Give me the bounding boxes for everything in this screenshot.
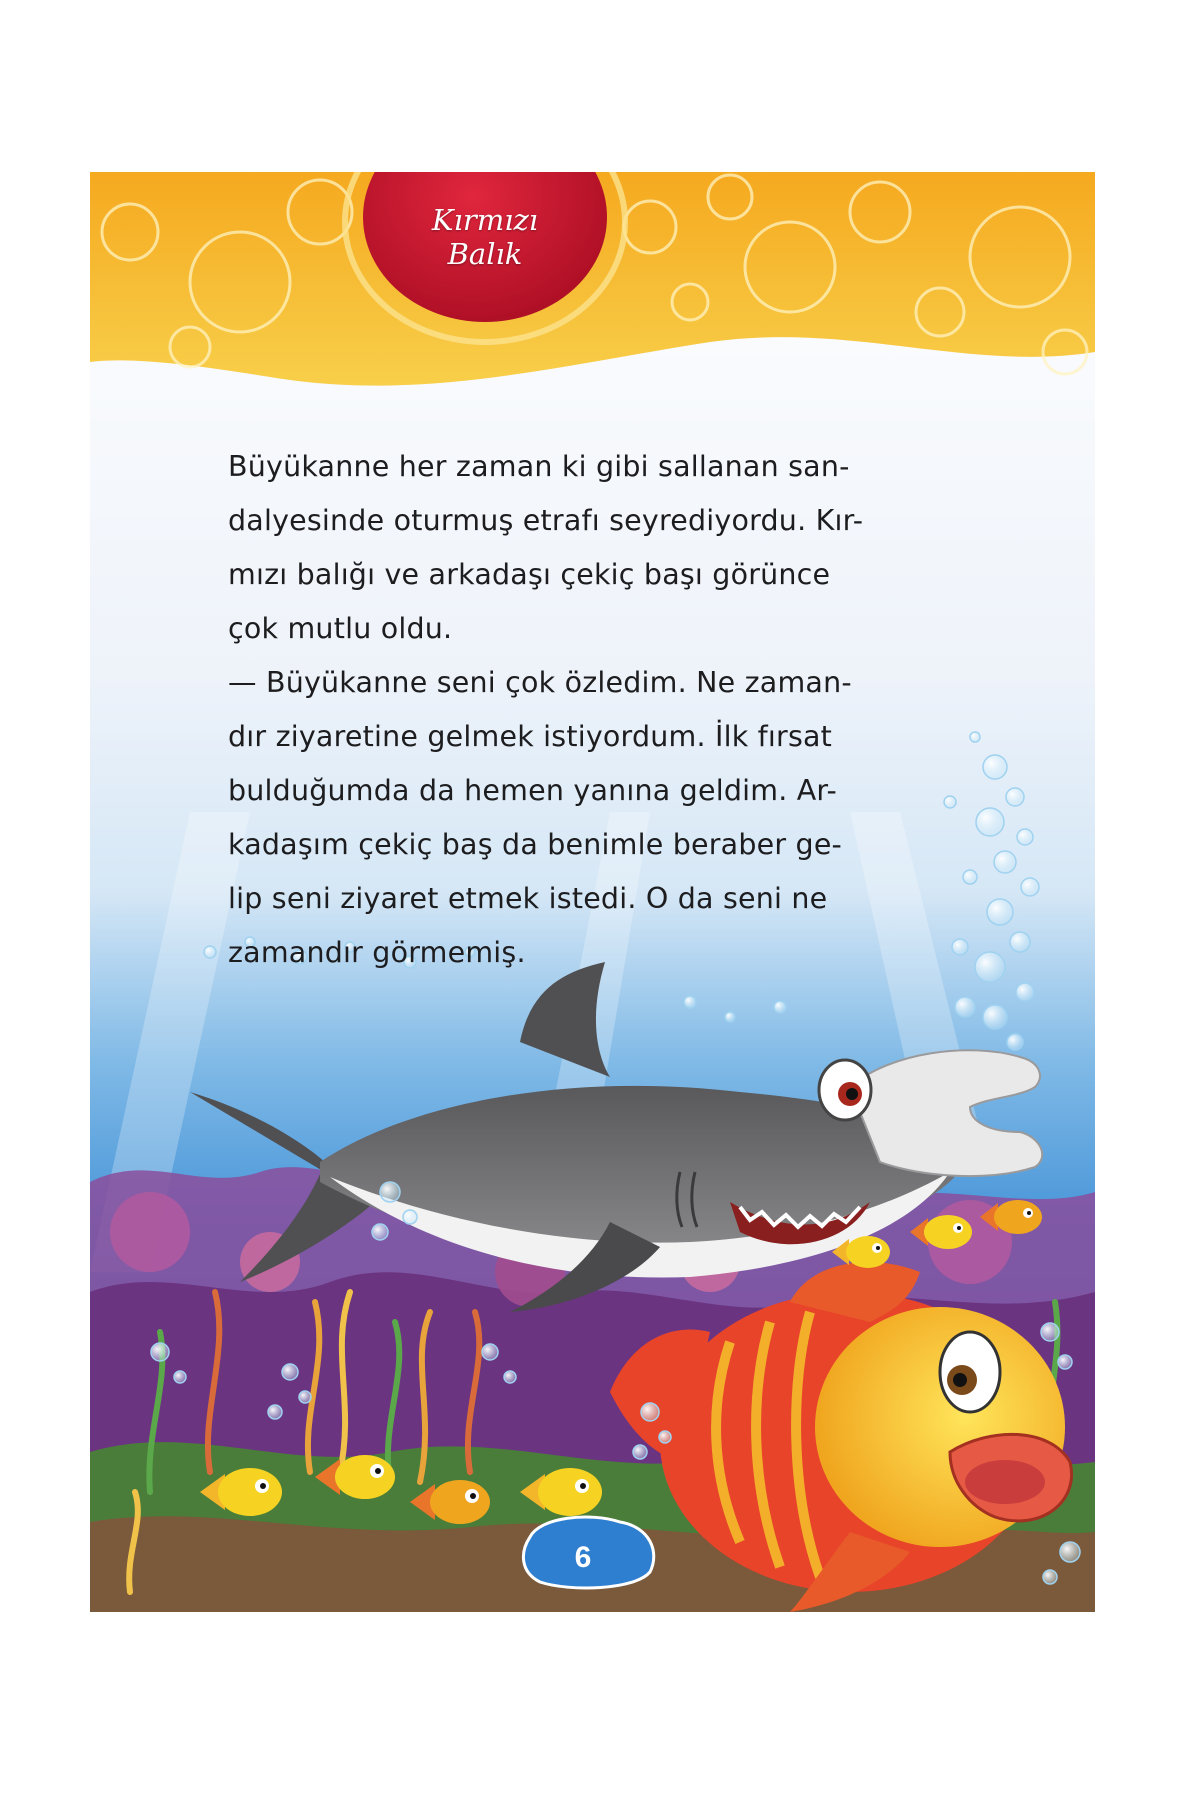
page-number: 6: [574, 1541, 592, 1574]
book-page: [90, 172, 1095, 1612]
story-line: Büyükanne her zaman ki gibi sallanan san-: [228, 450, 850, 483]
story-line: kadaşım çekiç baş da benimle beraber ge-: [228, 828, 843, 861]
story-line: mızı balığı ve arkadaşı çekiç başı görünce: [228, 558, 831, 591]
story-line: zamandır görmemiş.: [228, 936, 526, 969]
book-title-line1: Kırmızı: [431, 203, 539, 237]
story-line: dalyesinde oturmuş etrafı seyrediyordu. Kır-: [228, 504, 864, 537]
story-line: dır ziyaretine gelmek istiyordum. İlk fırsat: [228, 720, 833, 753]
story-text: [228, 440, 1028, 980]
book-title-badge: [360, 172, 610, 302]
book-title-line2: Balık: [447, 237, 523, 271]
story-line: — Büyükanne seni çok özledim. Ne zaman-: [228, 666, 852, 699]
story-line: lip seni ziyaret etmek istedi. O da seni ne: [228, 882, 828, 915]
story-line: bulduğumda da hemen yanına geldim. Ar-: [228, 774, 837, 807]
story-line: çok mutlu oldu.: [228, 612, 453, 645]
